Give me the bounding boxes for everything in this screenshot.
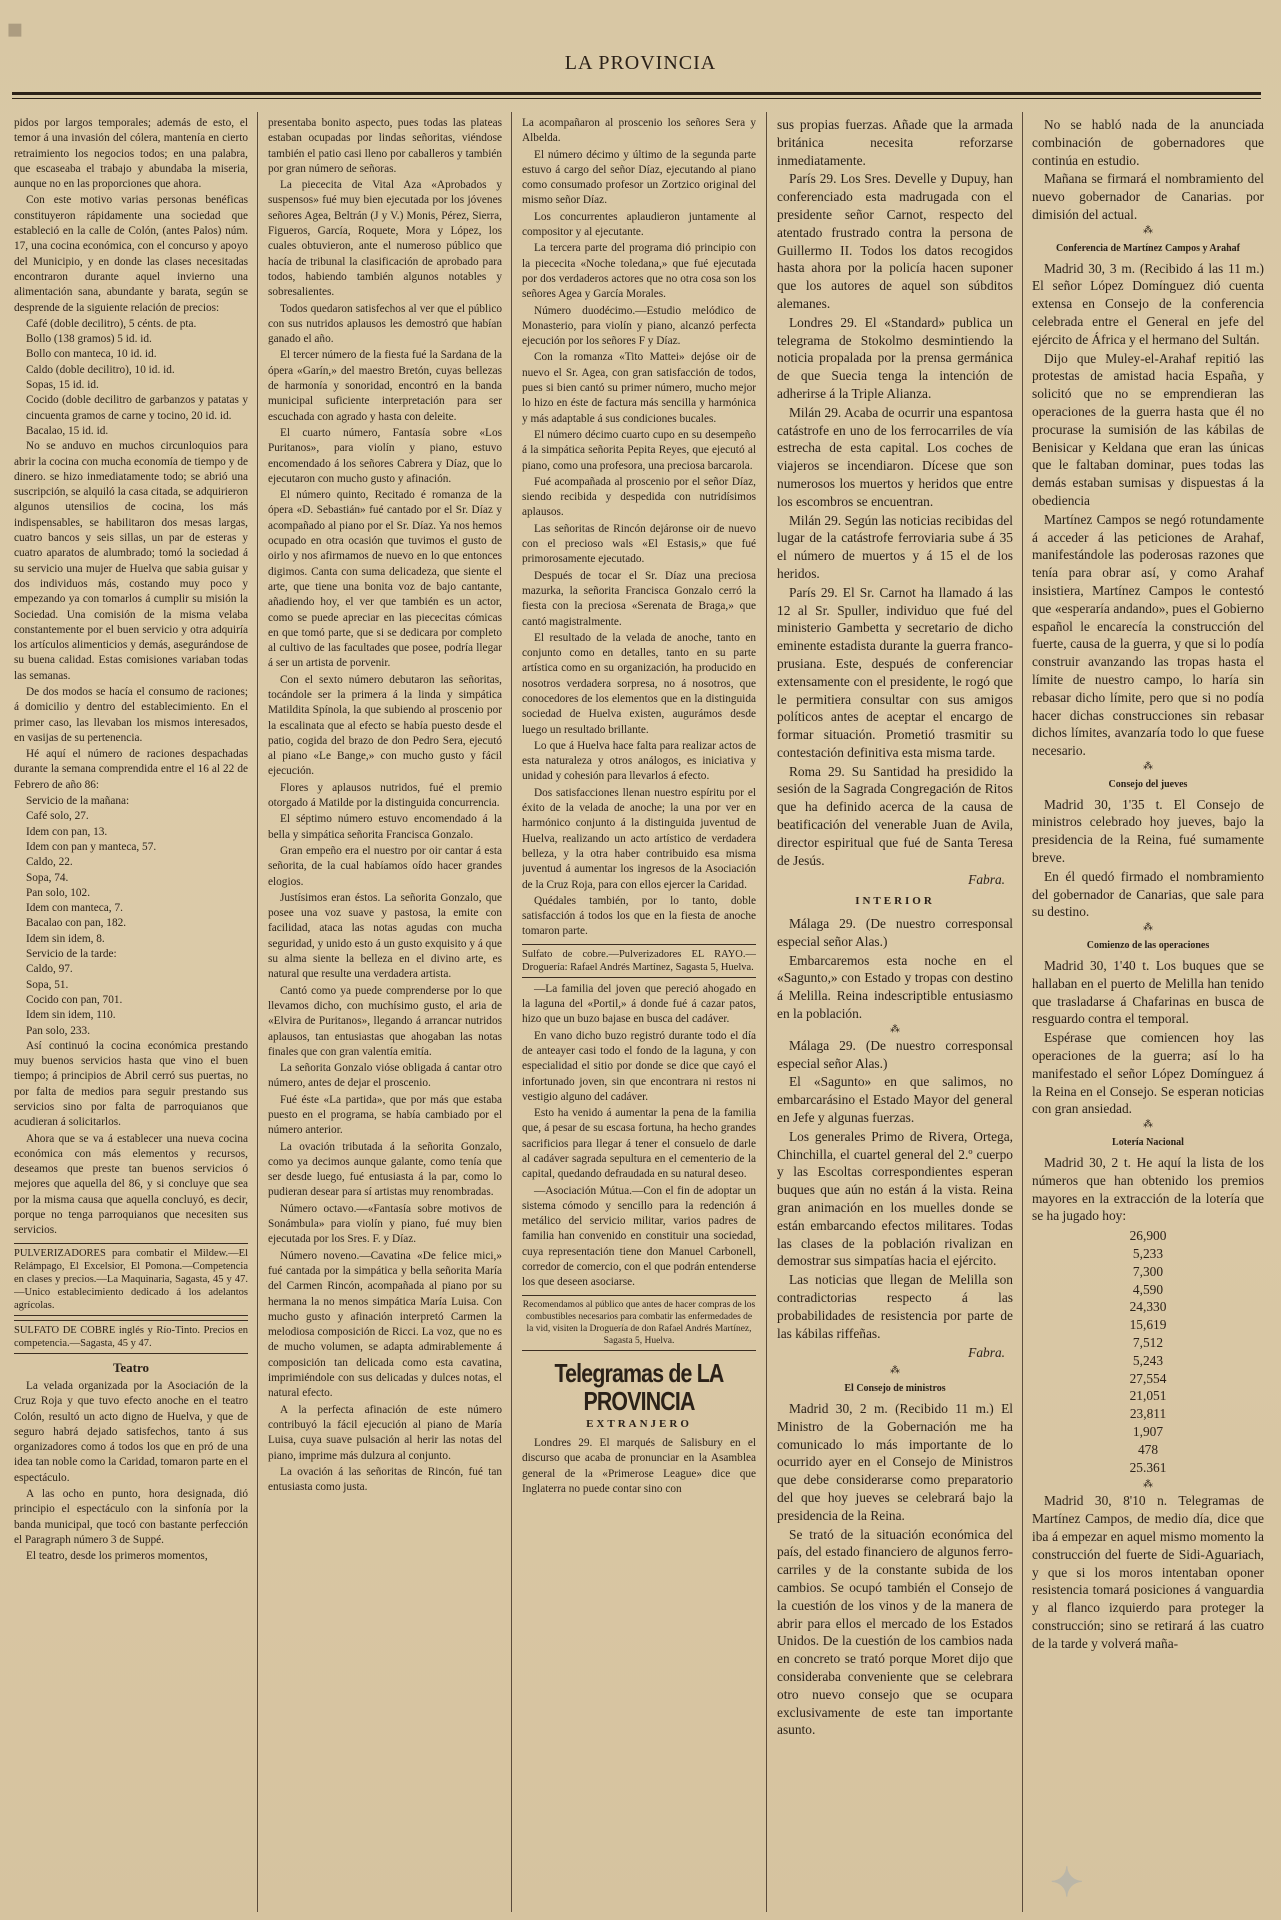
price-item: Bollo con manteca, 10 id. id. <box>26 348 157 361</box>
paragraph: A la perfecta afinación de este número contribuyó la fácil ejecución al piano de María Luisa, cuya suave pulsación al herir las notas del piano, imprime más dulzura al conjunto. <box>268 1403 502 1462</box>
column-4 <box>777 116 1013 1906</box>
price-item: Caldo (doble decilitro), 10 id. id. <box>26 363 175 376</box>
paragraph: Londres 29. El marqués de Salisbury en el discurso que acaba de pronunciar en la Asamblea general de la «Primerose League» dice que Inglaterra no puede contar sino con <box>522 1436 756 1495</box>
asterism-divider: ⁂ <box>1143 224 1153 236</box>
signature-fabra: Fabra. <box>968 1345 1005 1361</box>
lottery-numbers <box>1032 1227 1264 1476</box>
paragraph: sus propias fuerzas. Añade que la armada británica necesita reforzarse inmediatamente. <box>777 117 1013 168</box>
paragraph: Málaga 29. (De nuestro corresponsal especial señor Alas.) <box>777 1037 1013 1071</box>
advertisement-sulfato-rayo: Sulfato de cobre.—Pulverizadores EL RAYO.—Droguería: Rafael Andrés Martínez, Sagasta 5, Huelva. <box>522 944 756 978</box>
paragraph: Se trató de la situación económica del país, del estado financiero de algunos ferro-carriles y de la constante subida de los cambios. Se ocupó también el Consejo de la cuestión de los vinos y de la manera de abrir para ellos el mercado de los Estados Unidos. De la cuestión de los cambios nada en concreto se trató porque Moret dijo que consideraba conveniente que se celebrara otro nuevo consejo que se ocupara exclusivamente de este tan importante asunto. <box>777 1526 1013 1738</box>
section-heading-teatro: Teatro <box>112 1359 150 1375</box>
asterism-divider: ⁂ <box>1143 1119 1153 1131</box>
paragraph: El séptimo número estuvo encomendado á la bella y simpática señorita Francisca Gonzalo. <box>268 813 502 841</box>
paragraph: De dos modos se hacía el consumo de raciones; á domicilio y dentro del establecimiento. En el primer caso, las llevaban los mismos interesados, en vasijas de su pertenencia. <box>14 685 248 744</box>
ration-item: Café solo, 27. <box>26 810 89 823</box>
paragraph: Número duodécimo.—Estudio melódico de Monasterio, para violín y piano, alcanzó perfecta ejecución por los señores F y Díaz. <box>522 304 756 348</box>
lottery-number: 5,233 <box>1132 1246 1164 1262</box>
section-heading-interior: INTERIOR <box>855 895 935 908</box>
paragraph: El tercer número de la fiesta fué la Sardana de la ópera «Garín,» del maestro Bretón, cuyas bellezas de harmonía y sonoridad, encontró en la banda municipal suficiente interpretación para ser escuchada con agrado y hasta con deleite. <box>268 349 502 423</box>
price-item: Café (doble decilitro), 5 cénts. de pta. <box>26 317 197 330</box>
paragraph: —La familia del joven que pereció ahogado en la laguna del «Portil,» á donde fué á cazar patos, hizo que un buzo bajase en busca del cadáver. <box>522 982 756 1026</box>
column-divider <box>766 112 767 1912</box>
ration-item: Caldo, 97. <box>26 963 73 976</box>
asterism-divider: ⁂ <box>1143 1479 1153 1491</box>
rations-list <box>14 794 248 1039</box>
paragraph: Roma 29. Su Santidad ha presidido la sesión de la Sagrada Congregación de Ritos que ha definido acerca de la causa de beatificación del venerable Juan de Avila, director espiritual que fué de Santa Teresa de Jesús. <box>777 763 1013 868</box>
lottery-number: 15,619 <box>1129 1317 1167 1333</box>
paragraph: El cuarto número, Fantasía sobre «Los Puritanos», para violín y piano, estuvo encomendado á los señores Cabrera y Díaz, que lo ejecutaron con mucho gusto y afinación. <box>268 426 502 485</box>
signature-fabra: Fabra. <box>968 872 1005 888</box>
column-divider <box>1022 112 1023 1912</box>
lottery-number: 21,051 <box>1129 1388 1167 1404</box>
paragraph: Hé aquí el número de raciones despachadas durante la semana comprendida entre el 16 al 22 de Febrero de año 86: <box>14 748 248 791</box>
paragraph: París 29. Los Sres. Develle y Dupuy, han conferenciado esta madrugada con el presidente señor Carnot, respecto del atentado frustrado contra la persona de Guillermo II. Todos los datos recogidos hasta ahora por la policía hacen suponer que los autores de aquel son súbditos alemanes. <box>777 171 1013 311</box>
ration-item: Idem con manteca, 7. <box>26 902 123 915</box>
page-corner-mark: ▪ <box>6 14 24 44</box>
paragraph: Mañana se firmará el nombramiento del nuevo gobernador de Canarias. por dimisión del actual. <box>1032 171 1264 222</box>
paragraph: Milán 29. Acaba de ocurrir una espantosa catástrofe en uno de los ferrocarriles de vía estrecha de esta capital. Los coches de viajeros se incendiaron. Dícese que son numerosos los muertos y heridos que entre los escombros se encuentran. <box>777 404 1013 509</box>
section-heading-extranjero: EXTRANJERO <box>586 1417 692 1430</box>
paragraph: No se anduvo en muchos circunloquios para abrir la cocina con mucha economía de tiempo y de dinero. se hizo inmediatamente todo; se abrió una suscripción, se alquiló la casa citada, se adquirieron algunos utensilios de cocina, los más indispensables, se habilitaron dos mesas largas, cuatro bancos y seis sillas, un par de esteras y cuatro aparatos de alumbrado; tomó la sociedad á su servicio una mujer de Huelva que sabia guisar y dos individuos más, costando muy poco y empezando ya con tomarlos á cumplir su misión la Sociedad. Una comisión de la misma velaba constantemente por el buen servicio y otra adquiría los artículos alimenticios y demás, asegurándose de su buena calidad. Estas comisiones variaban todas las semanas. <box>14 440 248 682</box>
ration-item: Idem con pan, 13. <box>26 825 108 838</box>
telegrams-banner: Telegramas de LA PROVINCIA <box>554 1357 724 1416</box>
paragraph: En vano dicho buzo registró durante todo el día de anteayer casi todo el fondo de la laguna, y con especialidad el sitio por donde se dice que cayó el infortunado joven, sin que encontrara ni restos ni vestigio alguno del cadáver. <box>522 1029 756 1103</box>
archive-watermark-stamp: ✦ <box>1050 1861 1086 1905</box>
paragraph: pidos por largos temporales; además de esto, el temor á una invasión del cólera, mantenía en cierto retraimiento los negocios todos; en una palabra, que escaseaba el trabajo y abundaba la miseria, aunque no en las proporciones que ahora. <box>14 117 248 191</box>
paragraph: El número décimo cuarto cupo en su desempeño á la simpática señorita Pepita Reyes, que ejecutó al piano, como una profesora, una preciosa barcarola. <box>522 428 756 472</box>
ration-item: Sopa, 51. <box>26 978 69 991</box>
paragraph: Con la romanza «Tito Mattei» dejóse oir de nuevo el Sr. Agea, con gran satisfacción de todos, pues si bien cantó su primer número, mucho mejor lo hizo en éste de factura más sencilla y harmónica y más adaptable á sus condiciones bucales. <box>522 351 756 425</box>
paragraph: Flores y aplausos nutridos, fué el premio otorgado á Matilde por la distinguida concurrencia. <box>268 781 502 810</box>
paragraph: No se habló nada de la anunciada combinación de gobernadores que continúa en estudio. <box>1032 117 1264 168</box>
ration-item: Servicio de la tarde: <box>26 948 117 961</box>
paragraph: Con el sexto número debutaron las señoritas, tocándole ser la primera á la linda y simpática Matildita Spínola, la que subiendo al proscenio por la escalinata que al efecto se había puesto desde el patio, cogida del brazo de don Pedro Sera, ejecutó al piano «Le Bange,» con mucho gusto y fácil ejecución. <box>268 673 502 778</box>
paragraph: Las noticias que llegan de Melilla son contradictorias respecto á las probabilidades de resistencia por parte de las kábilas riffeñas. <box>777 1272 1013 1341</box>
paragraph: Milán 29. Según las noticias recibidas del lugar de la catástrofe ferroviaria sube á 35 el número de muertos y á 15 el de los heridos. <box>777 512 1013 581</box>
lottery-number: 478 <box>1137 1441 1159 1457</box>
paragraph: En él quedó firmado el nombramiento del gobernador de Canarias, que sale para su destino. <box>1032 868 1264 920</box>
lottery-number: 24,330 <box>1129 1299 1167 1315</box>
paragraph: presentaba bonito aspecto, pues todas las plateas estaban ocupadas por lindas señoritas, viéndose también el patio casi lleno por caballeros y también por gran número de señoras. <box>268 117 502 175</box>
ration-item: Idem con pan y manteca, 57. <box>26 840 157 853</box>
paragraph: Así continuó la cocina económica prestando muy buenos servicios hasta que vino el buen tiempo; á principios de Abril cerró sus puertas, no por falta de medios para seguir prestando sus servicios sino por falta de parroquianos que acudieran á solicitarlos. <box>14 1039 248 1129</box>
lottery-number: 26,900 <box>1129 1228 1167 1244</box>
paragraph: Justísimos eran éstos. La señorita Gonzalo, que posee una voz suave y pastosa, la emite con facilidad, ataca las notas agudas con mucha seguridad, y unido esto á un gusto exquisito y á que su alma siente la belleza en el divino arte, es natural que resulte una verdadera artista. <box>268 891 502 981</box>
paragraph: La ovación tributada á la señorita Gonzalo, como ya decimos aunque galante, como tenía que ser desde luego, fué entusiasta á la par, como lo pudieran desear para sí artistas muy renombradas. <box>268 1140 502 1199</box>
price-item: Bollo (138 gramos) 5 id. id. <box>26 333 152 346</box>
column-1 <box>14 116 248 1906</box>
paragraph: Madrid 30, 3 m. (Recibido á las 11 m.) El señor López Domínguez dió cuenta extensa en Consejo de la conferencia celebrada entre el General en jefe del ejército de África y el hermano del Sultán. <box>1032 260 1264 347</box>
asterism-divider: ⁂ <box>890 1023 900 1035</box>
asterism-divider: ⁂ <box>1143 760 1153 772</box>
paragraph: Málaga 29. (De nuestro corresponsal especial señor Alas.) <box>777 916 1013 949</box>
ration-item: Sopa, 74. <box>26 871 69 884</box>
asterism-divider: ⁂ <box>1143 922 1153 934</box>
paragraph: Madrid 30, 2 t. He aquí la lista de los números que han obtenido los premios mayores en la extracción de la lotería que se ha jugado hoy: <box>1032 1155 1264 1224</box>
price-item: Sopas, 15 id. id. <box>26 379 99 392</box>
lottery-number: 1,907 <box>1132 1423 1164 1439</box>
paragraph: Ahora que se va á establecer una nueva cocina económica con más elementos y recursos, deseamos que preste tan buenos servicios ó mejores que aquella del 86, y si concluye que sea por la misma causa que aquella concluyó, es decir, porque no tenga parroquianos que necesiten sus servicios. <box>14 1132 248 1237</box>
paragraph: Fué éste «La partida», que por más que estaba puesto en el programa, se había cambiado por el número anterior. <box>268 1093 502 1137</box>
paragraph: Londres 29. El «Standard» publica un telegrama de Stokolmo desmintiendo la noticia propalada por la prensa germánica de que Suecia tenga la intención de adherirse á la Triple Alianza. <box>777 314 1013 401</box>
paragraph: Los concurrentes aplaudieron juntamente al compositor y al ejecutante. <box>522 210 756 239</box>
column-5 <box>1032 116 1264 1906</box>
ration-item: Pan solo, 102. <box>26 886 91 899</box>
ration-item: Bacalao con pan, 182. <box>26 917 127 930</box>
lottery-number: 7,300 <box>1132 1263 1164 1279</box>
paragraph: Quédales también, por lo tanto, doble satisfacción á todos los que en la fiesta de anoche tomaron parte. <box>522 894 756 938</box>
paragraph: El teatro, desde los primeros momentos, <box>26 1550 208 1563</box>
section-heading-conferencia: Conferencia de Martínez Campos y Arahaf <box>1056 242 1240 254</box>
paragraph: Con este motivo varias personas benéficas constituyeron rápidamente una sociedad que estableció en la calle de Colón, (antes Palos) núm. 17, una cocina económica, con el concurso y apoyo del Municipio, y en donde las clases necesitadas encontraron durante aquel invierno una alimentación sana, abundante y barata, según se desprende de la siguiente relación de precios: <box>14 194 248 314</box>
lottery-number: 7,512 <box>1132 1335 1164 1350</box>
ration-item: Caldo, 22. <box>26 856 73 869</box>
ration-item: Cocido con pan, 701. <box>26 993 123 1006</box>
paragraph: A las ocho en punto, hora designada, dió principio el espectáculo con la sinfonía por la banda municipal, que tocó con bastante perfección el Paragraph número 3 de Suppé. <box>14 1488 248 1546</box>
masthead-title: LA PROVINCIA <box>564 52 717 74</box>
lottery-number: 23,811 <box>1129 1406 1167 1422</box>
paragraph: Después de tocar el Sr. Díaz una preciosa mazurka, la señorita Francisca Gonzalo cerró la fiesta con la preciosa «Serenata de Braga,» que cantó magistralmente. <box>522 569 756 628</box>
paragraph: La tercera parte del programa dió principio con la piececita «Noche toledana,» que fué ejecutada por dos verdaderos actores que no otra cosa son los señores Agea y García Morales. <box>522 242 756 301</box>
section-heading-operaciones: Comienzo de las operaciones <box>1086 940 1210 952</box>
paragraph: Martínez Campos se negó rotundamente á acceder á las peticiones de Arahaf, manifestándole las poderosas razones que tenía para obrar así, y como Arahaf insistiera, Martínez Campos le contestó que «esperaría andando», pues el Gobierno español le encarecía la construcción del fuerte, causa de la guerra, y que si lo podía construir avanzando las tropas hasta el límite de nuestro campo, lo haría sin rebasar dicho límite, pero que si no podía hacer dichas construcciones sin rebasar dichos límites, avanzaría todo lo que fuese necesario. <box>1032 511 1264 759</box>
column-divider <box>257 112 258 1912</box>
advertisement-sulfato: SULFATO DE COBRE inglés y Río-Tinto. Precios en competencia.—Sagasta, 45 y 47. <box>14 1320 248 1354</box>
lottery-number: 4,590 <box>1132 1281 1164 1297</box>
masthead-rule <box>12 92 1261 95</box>
paragraph: La señorita Gonzalo vióse obligada á cantar otro número, antes de dejar el proscenio. <box>268 1062 502 1090</box>
section-heading-consejo: El Consejo de ministros <box>844 1383 946 1395</box>
paragraph: París 29. El Sr. Carnot ha llamado á las 12 al Sr. Spuller, individuo que fué del ministerio Gambetta y secretario de dicho eminente estadista durante la guerra franco-prusiana. Este, después de conferenciar extensamente con el presidente, le rogó que le permitiera consultar con sus amigos políticos antes de aceptar el encargo de formar situación. Prometió trasmitir su contestación definitiva esta misma tarde. <box>777 584 1013 760</box>
paragraph: Madrid 30, 1'35 t. El Consejo de ministros celebrado hoy jueves, bajo la presidencia de la Reina, fué sumamente breve. <box>1032 796 1264 866</box>
paragraph: —Asociación Mútua.—Con el fin de adoptar un sistema cómodo y sencillo para la redención á metálico del servicio militar, varios padres de familia han convenido en constituir una sociedad, cuya representación tiene don Manuel Carbonell, corredor de comercio, con el que podrán entenderse los que deseen asociarse. <box>522 1184 756 1289</box>
paragraph: Número octavo.—«Fantasía sobre motivos de Sonámbula» para violín y piano, fué muy bien ejecutada por los Sres. F. y Díaz. <box>268 1202 502 1246</box>
paragraph: Madrid 30, 2 m. (Recibido 11 m.) El Ministro de la Gobernación me ha comunicado lo más importante de lo ocurrido ayer en el Consejo de Ministros que debe considerarse como preparatorio del que hoy jueves se celebrará bajo la presidencia de la Reina. <box>777 1400 1013 1523</box>
asterism-divider: ⁂ <box>890 1365 900 1377</box>
masthead-rule-thin <box>12 98 1261 99</box>
paragraph: Número noveno.—Cavatina «De felice mici,» fué cantada por la simpática y bella señorita María del Carmen Rincón, acompañada al piano por su hermana la no menos simpática María Luisa. Con mucho gusto y afinación interpretó Carmen la melodiosa composición de Ricci. La voz, que no es de mucho volumen, se adapta admirablemente á composición tan delicada como esta cavatina, imprimiéndole con sus delicadas y dulces notas, el natural efecto. <box>268 1249 502 1400</box>
paragraph: El número décimo y último de la segunda parte estuvo á cargo del señor Díaz, ejecutando al piano como consumado profesor un Zortzico original del mismo señor Díaz. <box>522 148 756 207</box>
paragraph: Lo que á Huelva hace falta para realizar actos de esta naturaleza y otros análogos, es iniciativa y unidad y cohesión para llevarlos á efecto. <box>522 739 756 783</box>
paragraph: Fué acompañada al proscenio por el señor Díaz, siendo recibida y despedida con nutridísimos aplausos. <box>522 475 756 519</box>
lottery-number: 27,554 <box>1129 1370 1167 1386</box>
section-heading-consejo-jueves: Consejo del jueves <box>1108 778 1188 790</box>
column-3 <box>522 116 756 1906</box>
paragraph: Esto ha venido á aumentar la pena de la familia que, á pesar de su escasa fortuna, ha hecho grandes sacrificios para llegar á tener el consuelo de darle al cadáver sagrada sepultura en el cementerio de la capital, quedando defraudada en su natural deseo. <box>522 1107 756 1181</box>
section-heading-loteria: Lotería Nacional <box>1112 1137 1184 1149</box>
advertisement-drogueria: Recomendamos al público que antes de hacer compras de los combustibles necesarios para combatir las enfermedades de la vid, visiten la Droguería de don Rafael Andrés Martínez, Sagasta 5, Huelva. <box>522 1295 756 1351</box>
paragraph: Embarcaremos esta noche en el «Sagunto,» con Estado y tropas con destino á Melilla. Reina indescriptible entusiasmo en la población. <box>777 952 1013 1022</box>
column-2 <box>268 116 502 1906</box>
paragraph: Las señoritas de Rincón dejáronse oir de nuevo con el precioso wals «El Estasis,» que fué primorosamente ejecutado. <box>522 522 756 566</box>
paragraph: El «Sagunto» en que salimos, no embarcarásino el Estado Mayor del general en Jefe y algunas fuerzas. <box>777 1074 1013 1126</box>
ration-item: Servicio de la mañana: <box>26 795 130 808</box>
paragraph: Madrid 30, 1'40 t. Los buques que se hallaban en el puerto de Melilla han tenido que trasladarse á Chafarinas en busca de resguardo contra el temporal. <box>1032 958 1264 1027</box>
lottery-number: 25.361 <box>1129 1459 1167 1475</box>
paragraph: El número quinto, Recitado é romanza de la ópera «D. Sebastián» fué cantado por el Sr. Díaz y acompañado al piano por el Sr. Díaz. Ya nos hemos ocupado en otra ocasión que tuvimos el gusto de oirlo y nos afirmamos de nuevo en lo que entonces digimos. Canta con suma delicadeza, que siente el arte, que tiene una bonita voz de bajo cantante, añadiendo hoy, el ver que también es un actor, como se puede apreciar en las piececitas cómicas en que tomó parte, que si se dedicara por completo al cultivo de las facultades que posee, podría llegar á ser un artista de porvenir. <box>268 489 502 670</box>
paragraph: Espérase que comiencen hoy las operaciones de la guerra; así lo ha manifestado el señor López Domínguez á la Reina en el Consejo. Se esperan noticias con gran ansiedad. <box>1032 1030 1264 1117</box>
ration-item: Idem sin idem, 8. <box>26 932 105 945</box>
price-item: Bacalao, 15 id. id. <box>26 424 109 437</box>
paragraph: Todos quedaron satisfechos al ver que el público con sus nutridos aplausos les demostró que habían ganado el año. <box>268 302 502 346</box>
paragraph: La piececita de Vital Aza «Aprobados y suspensos» fué muy bien ejecutada por los jóvenes señores Agea, Beltrán (J y V.) Monis, Pérez, Sierra, Figueros, García, Roquete, Mora y López, los cuales obtuvieron, ante el numeroso público que hacía de tribunal la clasificación de aprobado para todos, habiendo también algunos notables y sobresalientes. <box>268 179 502 299</box>
paragraph: Gran empeño era el nuestro por oir cantar á esta señorita, de la cual habíamos oído hacer grandes elogios. <box>268 844 502 888</box>
ration-item: Pan solo, 233. <box>26 1024 91 1037</box>
paragraph: Los generales Primo de Rivera, Ortega, Chinchilla, el cuartel general del 2.º cuerpo y las Escoltas correspondientes esperan buques que aún no están á la vista. Reina gran animación en los muelles donde se están embarcando efectos militares. Todas las clases de la población rivalizan en demostrar sus simpatías hacia el ejército. <box>777 1128 1013 1269</box>
column-divider <box>511 112 512 1912</box>
price-item: Cocido (doble decilitro de garbanzos y patatas y cincuenta gramos de carne y tocino, 20 id. id. <box>26 394 248 422</box>
paragraph: Dos satisfacciones llenan nuestro espíritu por el éxito de la velada de anoche; la una por ver en harmónico conjunto á la distinguida juventud de Huelva, realizando un acto artístico de verdadera belleza, y la otra haber contribuido esa misma juventud á aumentar los ingresos de la Asociación de la Cruz Roja, para con ellos ejercer la Caridad. <box>522 786 756 891</box>
paragraph: La ovación á las señoritas de Rincón, fué tan entusiasta como justa. <box>268 1465 502 1494</box>
paragraph: Madrid 30, 8'10 n. Telegramas de Martínez Campos, de medio día, dice que iba á empezar en aquel mismo momento la construcción del fuerte de Sidi-Aguariach, y que si los moros intentaban oponer resistencia tomará posiciones á vanguardia y al flanco izquierdo para proteger la construcción; sino se retirará á las cuatro de la tarde y volverá maña- <box>1032 1493 1264 1651</box>
price-list <box>14 317 248 439</box>
paragraph: Cantó como ya puede comprenderse por lo que llevamos dicho, con muchísimo gusto, el aria de «Elvira de Puritanos», llegando á arrancar nutridos aplausos, tan entusiastas que ahogaban las notas finales que con gran valentía emitía. <box>268 984 502 1058</box>
paragraph: La velada organizada por la Asociación de la Cruz Roja y que tuvo efecto anoche en el teatro Colón, resultó un acto digno de Huelva, y que de seguro habrá dejado satisfechos, tanto á sus organizadores como á todos los que en pró de una idea tan noble como la Caridad, tomaron parte en el espectáculo. <box>14 1379 248 1484</box>
paragraph: Dijo que Muley-el-Arahaf repitió las protestas de amistad hacia España, y solicitó que no se emprendieran las operaciones de la guerra hasta que él no procurase la sumisión de las kábilas de Benisicar y Keldana que eran las únicas que le faltaban dominar, pues todas las demás estaban sumisas y dispuestas á la obediencia <box>1032 350 1264 508</box>
advertisement-pulverizadores: PULVERIZADORES para combatir el Mildew.—El Relámpago, El Excelsior, El Pomona.—Competencia en clases y precios.—La Maquinaria, Sagasta, 45 y 47.—Unico establecimiento dedicado á los adelantos agrícolas. <box>14 1243 248 1316</box>
lottery-number: 5,243 <box>1132 1352 1164 1368</box>
paragraph: El resultado de la velada de anoche, tanto en conjunto como en detalles, tanto en su parte artística como en su organización, ha producido en nosotros verdadera sorpresa, no á nosotros, que conocedores de los elementos que en la distinguida sociedad de Huelva existen, augurámos desde luego un resultado brillante. <box>522 631 756 736</box>
paragraph: La acompañaron al proscenio los señores Sera y Albelda. <box>522 117 756 145</box>
ration-item: Idem sin idem, 110. <box>26 1009 116 1022</box>
